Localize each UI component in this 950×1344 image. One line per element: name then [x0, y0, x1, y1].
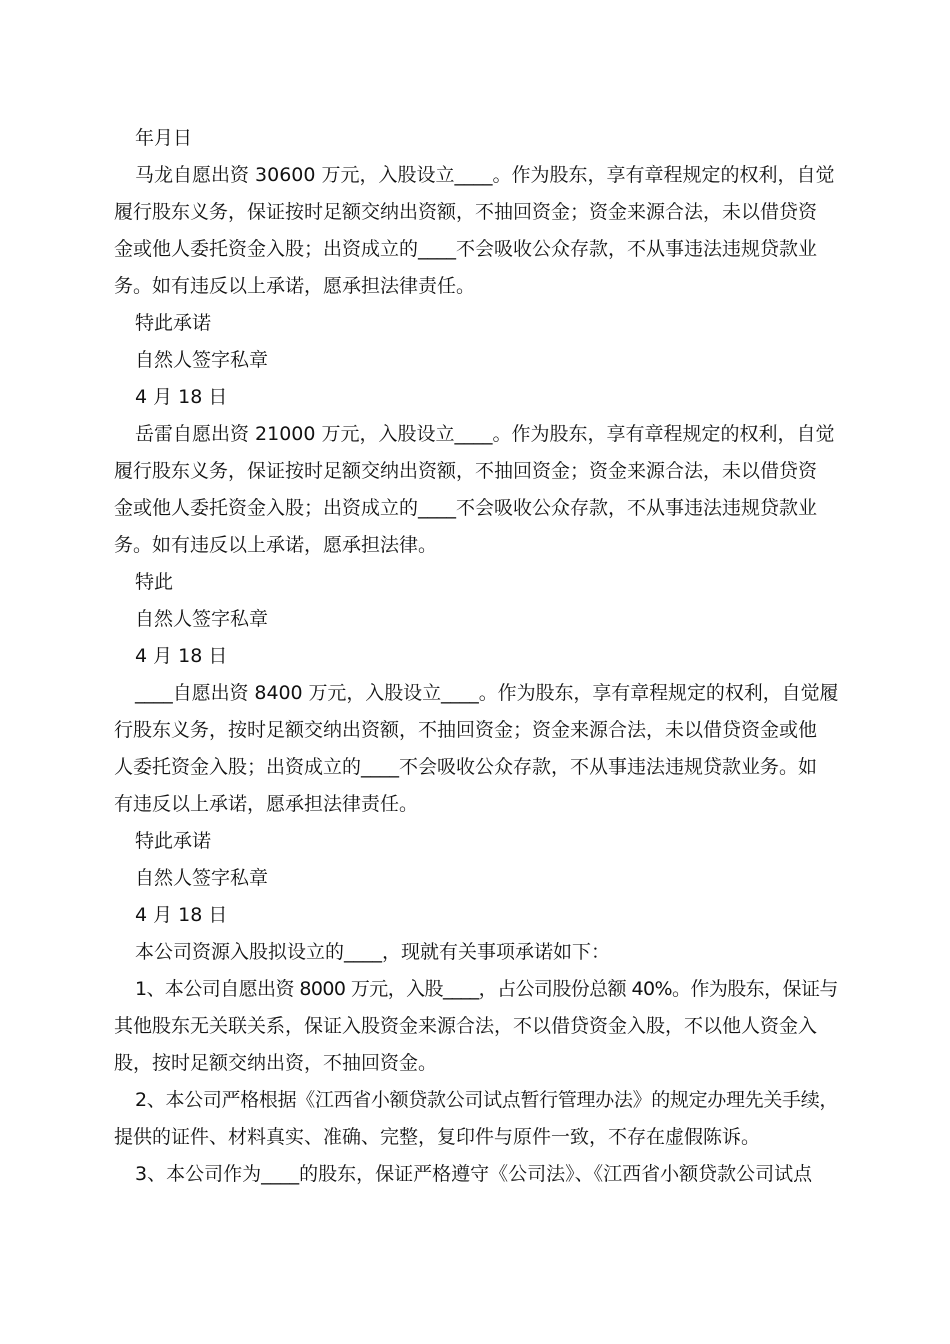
text-line: 务。如有违反以上承诺，愿承担法律责任。 — [114, 275, 476, 297]
text-line: 4 月 18 日 — [135, 904, 228, 926]
text-line: 股，按时足额交纳出资，不抽回资金。 — [114, 1052, 438, 1074]
text-line: 履行股东义务，保证按时足额交纳出资额，不抽回资金；资金来源合法，未以借贷资 — [114, 460, 818, 482]
text-line: 务。如有违反以上承诺，愿承担法律。 — [114, 534, 438, 556]
text-line: 马龙自愿出资 30600 万元，入股设立____。作为股东，享有章程规定的权利，自觉 — [135, 164, 835, 186]
text-line: 年月日 — [135, 127, 193, 149]
text-line: 履行股东义务，保证按时足额交纳出资额，不抽回资金；资金来源合法，未以借贷资 — [114, 201, 818, 223]
text-line: 行股东义务，按时足额交纳出资额，不抽回资金；资金来源合法，未以借贷资金或他 — [114, 719, 818, 741]
text-line: 2、本公司严格根据《江西省小额贷款公司试点暂行管理办法》的规定办理先关手续， — [135, 1089, 838, 1111]
text-line: 特此承诺 — [135, 312, 212, 334]
text-line: 自然人签字私章 — [135, 349, 269, 371]
text-line: 其他股东无关联关系，保证入股资金来源合法，不以借贷资金入股，不以他人资金入 — [114, 1015, 818, 1037]
text-line: 3、本公司作为____的股东，保证严格遵守《公司法》、《江西省小额贷款公司试点 — [135, 1163, 813, 1185]
text-line: 本公司资源入股拟设立的____，现就有关事项承诺如下： — [135, 941, 611, 963]
text-line: 自然人签字私章 — [135, 867, 269, 889]
text-line: 特此 — [135, 571, 174, 593]
text-line: 人委托资金入股；出资成立的____不会吸收公众存款，不从事违法违规贷款业务。如 — [114, 756, 818, 778]
text-line: 4 月 18 日 — [135, 386, 228, 408]
text-line: 提供的证件、材料真实、准确、完整，复印件与原件一致，不存在虚假陈诉。 — [114, 1126, 761, 1148]
text-line: 有违反以上承诺，愿承担法律责任。 — [114, 793, 419, 815]
text-line: 金或他人委托资金入股；出资成立的____不会吸收公众存款，不从事违法违规贷款业 — [114, 497, 818, 519]
text-line: 4 月 18 日 — [135, 645, 228, 667]
text-line: 1、本公司自愿出资 8000 万元，入股____，占公司股份总额 40%。作为股东，保证与 — [135, 978, 838, 1000]
text-line: 岳雷自愿出资 21000 万元，入股设立____。作为股东，享有章程规定的权利，自觉 — [135, 423, 835, 445]
text-line: 金或他人委托资金入股；出资成立的____不会吸收公众存款，不从事违法违规贷款业 — [114, 238, 818, 260]
text-line: 自然人签字私章 — [135, 608, 269, 630]
text-line: 特此承诺 — [135, 830, 212, 852]
document-body — [114, 120, 838, 1193]
text-line: ____自愿出资 8400 万元，入股设立____。作为股东，享有章程规定的权利，自觉履 — [135, 682, 838, 704]
